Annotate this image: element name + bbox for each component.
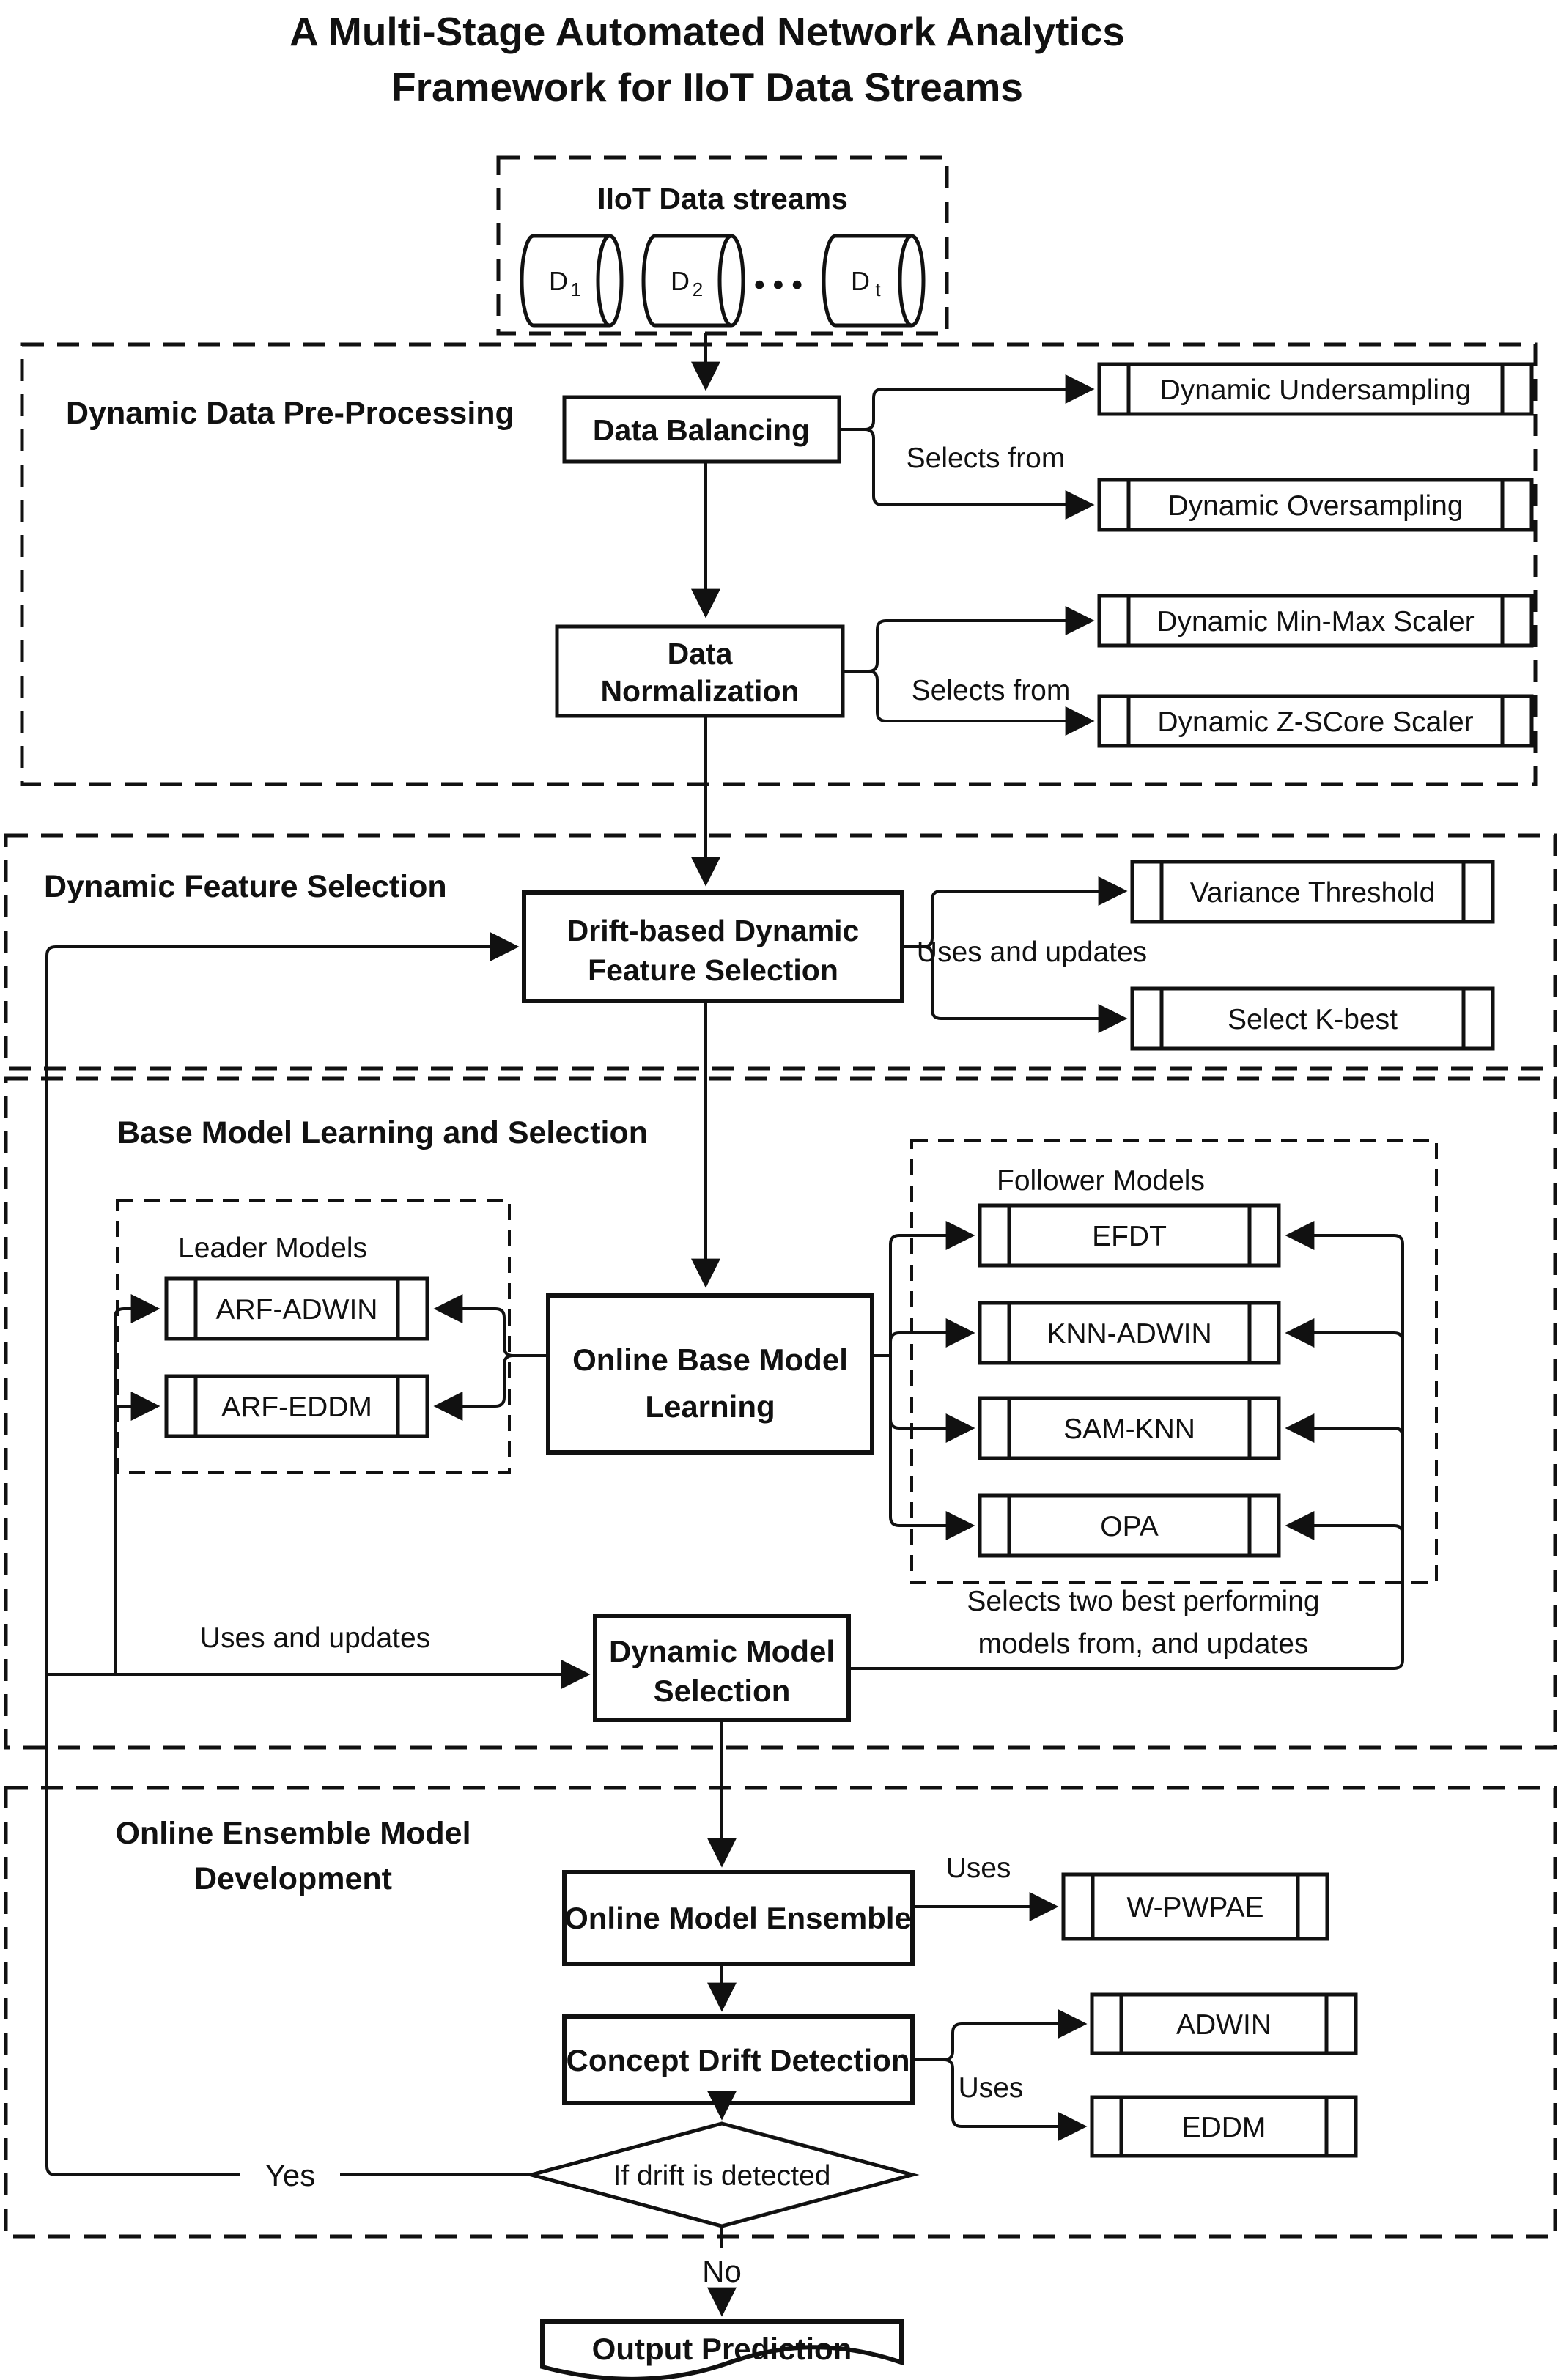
eddm-box [1092, 2097, 1356, 2156]
knn-adwin-box [980, 1303, 1279, 1363]
adwin-box [1092, 1995, 1356, 2053]
arf-adwin-label: ARF-ADWIN [215, 1294, 378, 1326]
selects-from-label-1: Selects from [906, 443, 1066, 474]
dynamic-model-selection-label-line1: Dynamic Model [608, 1634, 835, 1668]
feedback-dms-to-opa [1289, 1526, 1403, 1534]
variance-threshold-label: Variance Threshold [1189, 877, 1436, 909]
stream-label-dt: D [851, 266, 870, 296]
stream-label-d1-sub: 1 [570, 278, 582, 300]
selects-two-label-line1: Selects two best performing [967, 1586, 1320, 1617]
dynamic-oversampling-label: Dynamic Oversampling [1167, 490, 1464, 522]
drift-feature-selection-label-line1: Drift-based Dynamic [567, 914, 860, 947]
uses-label-1: Uses [945, 1852, 1011, 1884]
diagram-title-line1: A Multi-Stage Automated Network Analytics [289, 9, 1125, 54]
dynamic-minmax-box [1099, 596, 1532, 646]
feedback-dms-to-arf-adwin [115, 1309, 156, 1674]
leader-models-label: Leader Models [178, 1232, 367, 1264]
sam-knn-label: SAM-KNN [1063, 1413, 1195, 1445]
yes-label: Yes [265, 2158, 316, 2192]
stream-ellipsis: • • • [754, 267, 802, 301]
stream-label-d1: D [549, 266, 568, 296]
dynamic-zscore-box [1099, 696, 1532, 746]
connector-online-to-opa [890, 1356, 971, 1526]
select-kbest-label: Select K-best [1228, 1004, 1398, 1035]
connector-balancing-undersampling [839, 389, 1091, 429]
section-preprocessing-label: Dynamic Data Pre-Processing [66, 396, 514, 431]
feedback-dms-to-sam [1289, 1428, 1403, 1437]
opa-box [980, 1496, 1279, 1556]
selects-from-label-2: Selects from [911, 675, 1071, 706]
section-ensemble-label-line2: Development [193, 1861, 393, 1896]
opa-label: OPA [1100, 1511, 1159, 1542]
dynamic-oversampling-box [1099, 480, 1532, 530]
data-stream-cylinder-1 [522, 236, 621, 325]
connector-online-to-sam [890, 1419, 971, 1428]
sam-knn-box [980, 1398, 1279, 1458]
arf-eddm-label: ARF-EDDM [221, 1392, 372, 1423]
no-label: No [702, 2254, 742, 2288]
stream-label-d2-sub: 2 [692, 278, 704, 300]
data-stream-cylinder-t [824, 236, 923, 325]
online-base-learning-label-line1: Online Base Model [572, 1342, 848, 1377]
arf-eddm-box [166, 1376, 427, 1436]
online-base-learning-label-line2: Learning [645, 1389, 775, 1424]
section-feature-selection-label: Dynamic Feature Selection [44, 869, 447, 904]
select-kbest-box [1132, 988, 1493, 1049]
knn-adwin-label: KNN-ADWIN [1047, 1318, 1212, 1350]
wpwpae-label: W-PWPAE [1126, 1892, 1264, 1923]
concept-drift-detection-label: Concept Drift Detection [566, 2043, 910, 2077]
selects-two-label-line2: models from, and updates [978, 1628, 1309, 1660]
stream-label-d2: D [671, 266, 690, 296]
variance-threshold-box [1132, 862, 1493, 922]
section-ensemble-label-line1: Online Ensemble Model [115, 1816, 471, 1851]
data-stream-cylinder-2 [643, 236, 743, 325]
wpwpae-box [1063, 1874, 1327, 1939]
drift-feature-selection-label-line2: Feature Selection [588, 953, 838, 987]
efdt-label: EFDT [1092, 1221, 1167, 1252]
drift-decision-label: If drift is detected [613, 2160, 831, 2192]
dynamic-minmax-label: Dynamic Min-Max Scaler [1156, 606, 1475, 638]
uses-label-2: Uses [958, 2072, 1024, 2104]
dynamic-undersampling-label: Dynamic Undersampling [1159, 374, 1472, 406]
dynamic-zscore-label: Dynamic Z-SCore Scaler [1157, 706, 1474, 738]
output-prediction-label: Output Prediction [591, 2332, 852, 2366]
connector-online-to-arf-eddm [438, 1356, 513, 1406]
diagram-title-line2: Framework for IIoT Data Streams [391, 64, 1023, 110]
connector-online-to-efdt [890, 1235, 971, 1356]
connector-cdd-to-adwin [912, 2024, 1083, 2060]
iiot-streams-label: IIoT Data streams [597, 182, 848, 215]
online-model-ensemble-label: Online Model Ensemble [564, 1901, 912, 1935]
adwin-label: ADWIN [1176, 2009, 1272, 2041]
feedback-dms-to-knn [1289, 1333, 1403, 1342]
stream-label-dt-sub: t [875, 278, 881, 300]
uses-updates-label-1: Uses and updates [916, 936, 1148, 968]
dynamic-model-selection-label-line2: Selection [653, 1674, 791, 1708]
eddm-label: EDDM [1181, 2112, 1266, 2143]
follower-models-label: Follower Models [997, 1165, 1205, 1197]
dynamic-undersampling-box [1099, 364, 1532, 414]
data-normalization-label-line1: Data [667, 637, 733, 670]
efdt-box [980, 1205, 1279, 1265]
section-base-model-label: Base Model Learning and Selection [117, 1115, 648, 1150]
data-normalization-label-line2: Normalization [600, 674, 800, 708]
data-balancing-label: Data Balancing [592, 413, 811, 447]
connector-online-to-knn [890, 1333, 971, 1342]
connector-online-to-arf-adwin [438, 1309, 548, 1356]
connector-normalization-minmax [843, 621, 1091, 671]
arf-adwin-box [166, 1279, 427, 1339]
uses-updates-label-2: Uses and updates [199, 1622, 431, 1654]
